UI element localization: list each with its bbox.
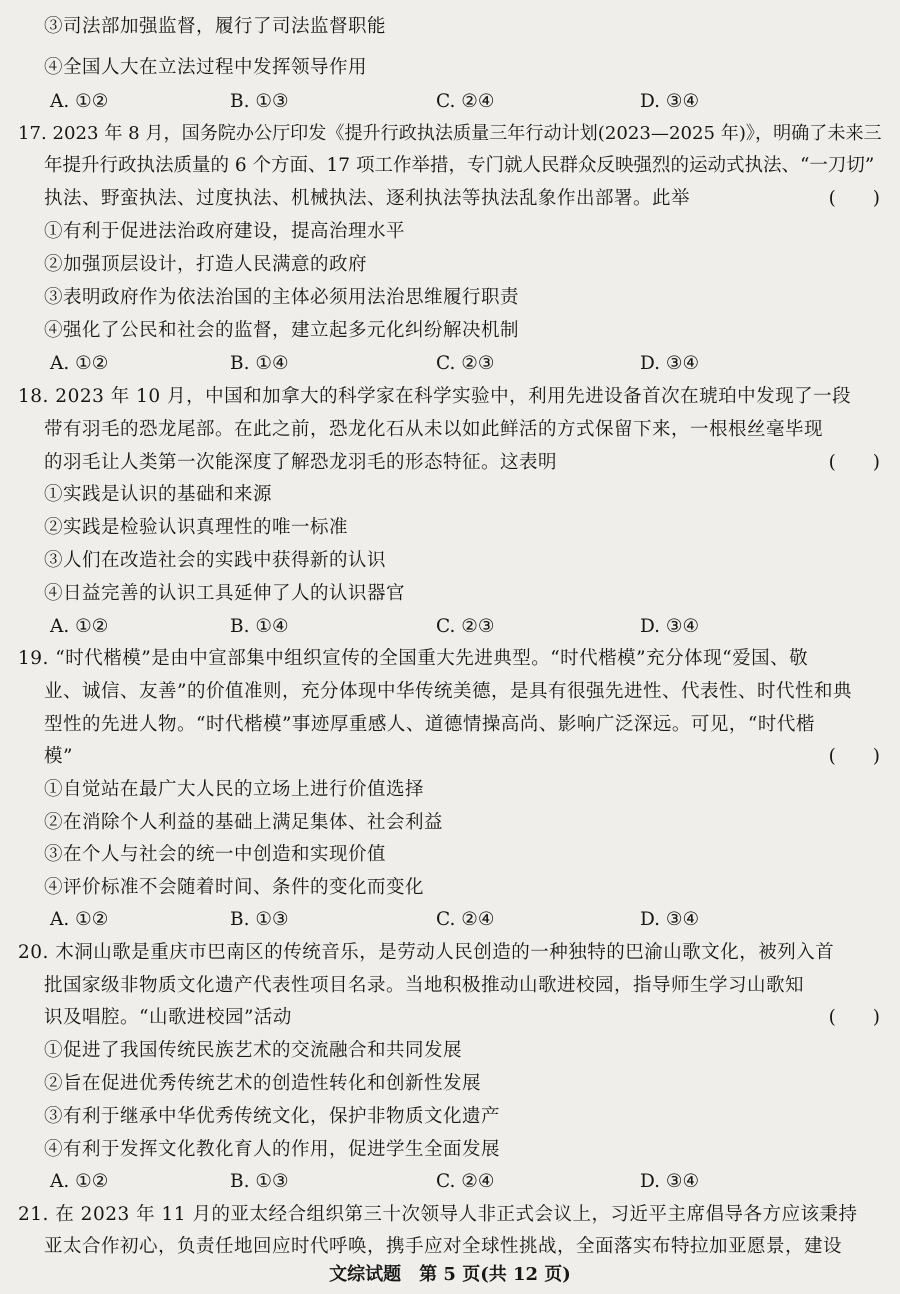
q18-answer-paren: ( ) bbox=[828, 452, 880, 473]
q19-option-b: B. ①③ bbox=[230, 909, 289, 930]
q20-stem-line-1: 20. 木洞山歌是重庆市巴南区的传统音乐，是劳动人民创造的一种独特的巴渝山歌文化，被列入首 bbox=[18, 942, 835, 963]
q19-answer-paren: ( ) bbox=[828, 746, 880, 767]
q18-option-c: C. ②③ bbox=[436, 616, 495, 637]
q17-item-2: ②加强顶层设计，打造人民满意的政府 bbox=[44, 254, 368, 275]
q19-stem-line-1: 19. “时代楷模”是由中宣部集中组织宣传的全国重大先进典型。“时代楷模”充分体现“爱国、敬 bbox=[18, 648, 809, 669]
page-footer: 文综试题 第 5 页(共 12 页) bbox=[329, 1264, 571, 1285]
q19-item-3: ③在个人与社会的统一中创造和实现价值 bbox=[44, 844, 387, 865]
q19-option-a: A. ①② bbox=[50, 909, 109, 930]
q20-stem-line-2: 批国家级非物质文化遗产代表性项目名录。当地积极推动山歌进校园，指导师生学习山歌知 bbox=[44, 975, 805, 996]
q19-option-c: C. ②④ bbox=[436, 909, 495, 930]
q16-option-a: A. ①② bbox=[50, 91, 109, 112]
q17-stem-line-3: 执法、野蛮执法、过度执法、机械执法、逐利执法等执法乱象作出部署。此举 bbox=[44, 188, 691, 209]
q17-item-4: ④强化了公民和社会的监督，建立起多元化纠纷解决机制 bbox=[44, 320, 520, 341]
q18-option-a: A. ①② bbox=[50, 616, 109, 637]
q19-item-2: ②在消除个人利益的基础上满足集体、社会利益 bbox=[44, 812, 444, 833]
q17-stem-line-1: 17. 2023 年 8 月，国务院办公厅印发《提升行政执法质量三年行动计划(2023—2025 年)》，明确了未来三 bbox=[18, 123, 882, 144]
q20-answer-paren: ( ) bbox=[828, 1007, 880, 1028]
q18-option-d: D. ③④ bbox=[640, 616, 700, 637]
q19-option-d: D. ③④ bbox=[640, 909, 700, 930]
q20-stem-line-3: 识及唱腔。“山歌进校园”活动 bbox=[44, 1007, 292, 1028]
q20-option-a: A. ①② bbox=[50, 1171, 109, 1192]
q18-item-4: ④日益完善的认识工具延伸了人的认识器官 bbox=[44, 583, 406, 604]
q19-item-1: ①自觉站在最广大人民的立场上进行价值选择 bbox=[44, 779, 425, 800]
q18-option-b: B. ①④ bbox=[230, 616, 289, 637]
q18-stem-line-3: 的羽毛让人类第一次能深度了解恐龙羽毛的形态特征。这表明 bbox=[44, 452, 558, 473]
q17-option-a: A. ①② bbox=[50, 353, 109, 374]
q19-stem-line-4: 模” bbox=[44, 746, 73, 767]
q21-stem-line-2: 亚太合作初心，负责任地回应时代呼唤，携手应对全球性挑战，全面落实布特拉加亚愿景，建设 bbox=[44, 1236, 843, 1257]
q20-option-b: B. ①③ bbox=[230, 1171, 289, 1192]
q19-item-4: ④评价标准不会随着时间、条件的变化而变化 bbox=[44, 877, 425, 898]
q19-stem-line-2: 业、诚信、友善”的价值准则，充分体现中华传统美德，是具有很强先进性、代表性、时代性和典 bbox=[44, 681, 852, 702]
q17-item-3: ③表明政府作为依法治国的主体必须用法治思维履行职责 bbox=[44, 287, 520, 308]
q17-stem-line-2: 年提升行政执法质量的 6 个方面、17 项工作举措，专门就人民群众反映强烈的运动式执法、“一刀切” bbox=[44, 155, 875, 176]
q17-item-1: ①有利于促进法治政府建设，提高治理水平 bbox=[44, 221, 406, 242]
q19-stem-line-3: 型性的先进人物。“时代楷模”事迹厚重感人、道德情操高尚、影响广泛深远。可见，“时代楷 bbox=[44, 714, 815, 735]
q17-option-b: B. ①④ bbox=[230, 353, 289, 374]
q17-option-c: C. ②③ bbox=[436, 353, 495, 374]
q20-option-d: D. ③④ bbox=[640, 1171, 700, 1192]
q17-option-d: D. ③④ bbox=[640, 353, 700, 374]
q16-option-b: B. ①③ bbox=[230, 91, 289, 112]
q17-answer-paren: ( ) bbox=[828, 188, 880, 209]
q16-option-c: C. ②④ bbox=[436, 91, 495, 112]
q16-item-4: ④全国人大在立法过程中发挥领导作用 bbox=[44, 57, 368, 78]
q18-item-2: ②实践是检验认识真理性的唯一标准 bbox=[44, 517, 349, 538]
q20-item-3: ③有利于继承中华优秀传统文化，保护非物质文化遗产 bbox=[44, 1106, 501, 1127]
q18-item-1: ①实践是认识的基础和来源 bbox=[44, 484, 273, 505]
q20-item-4: ④有利于发挥文化教化育人的作用，促进学生全面发展 bbox=[44, 1139, 501, 1160]
q21-stem-line-1: 21. 在 2023 年 11 月的亚太经合组织第三十次领导人非正式会议上，习近平主席倡导各方应该秉持 bbox=[18, 1204, 858, 1225]
q16-option-d: D. ③④ bbox=[640, 91, 700, 112]
q16-item-3: ③司法部加强监督，履行了司法监督职能 bbox=[44, 16, 387, 37]
q18-item-3: ③人们在改造社会的实践中获得新的认识 bbox=[44, 550, 387, 571]
q18-stem-line-1: 18. 2023 年 10 月，中国和加拿大的科学家在科学实验中，利用先进设备首次在琥珀中发现了一段 bbox=[18, 386, 852, 407]
q20-item-2: ②旨在促进优秀传统艺术的创造性转化和创新性发展 bbox=[44, 1073, 482, 1094]
q20-option-c: C. ②④ bbox=[436, 1171, 495, 1192]
q18-stem-line-2: 带有羽毛的恐龙尾部。在此之前，恐龙化石从未以如此鲜活的方式保留下来，一根根丝毫毕现 bbox=[44, 419, 824, 440]
q20-item-1: ①促进了我国传统民族艺术的交流融合和共同发展 bbox=[44, 1040, 463, 1061]
